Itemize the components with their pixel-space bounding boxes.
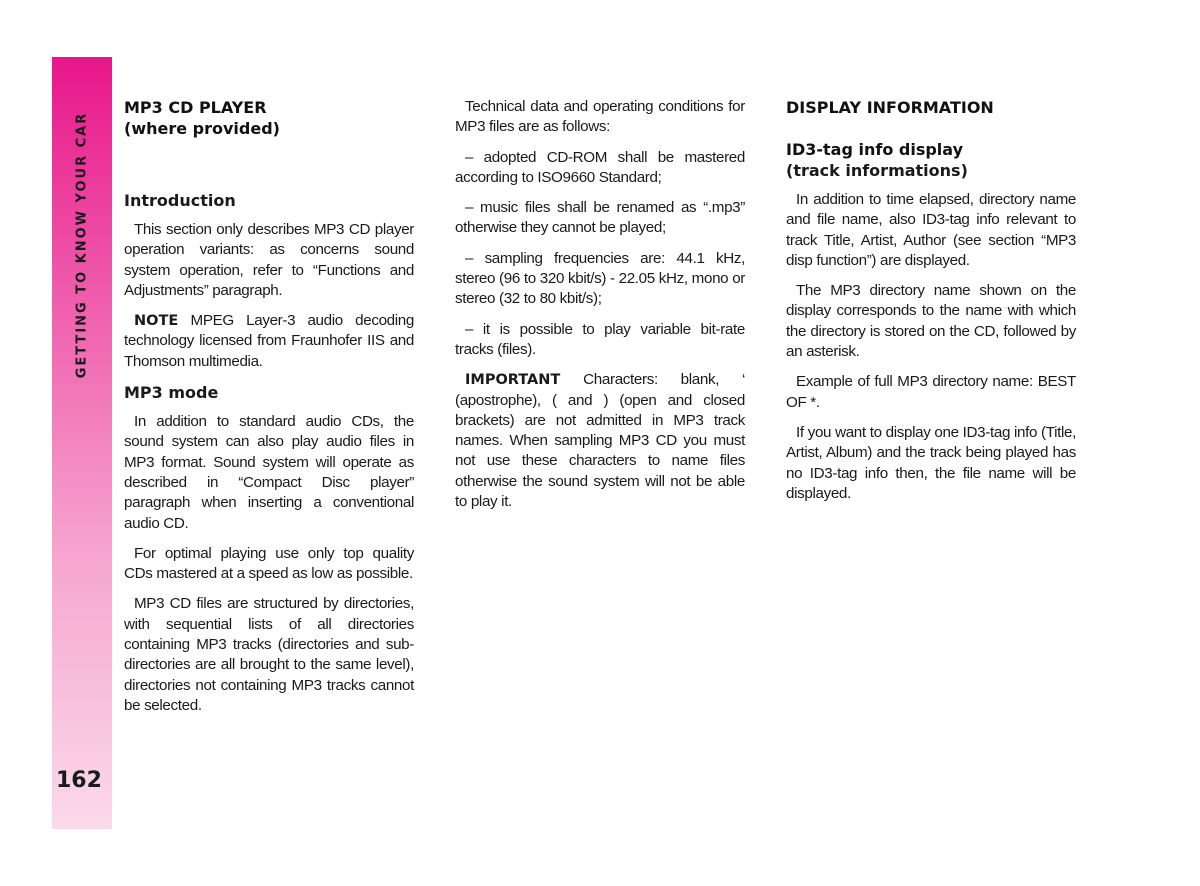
technical-intro-paragraph: Technical data and operating conditions for MP3 files are as follows: xyxy=(455,98,745,136)
mp3-mode-paragraph-1: In addition to standard audio CDs, the sound system can also play audio files in MP3 format. Sound system will operate as described in “Compact Disc player” paragraph when inserting a conventional audio CD. xyxy=(124,413,414,532)
column-left xyxy=(124,97,414,726)
introduction-heading: Introduction xyxy=(124,191,236,210)
mp3-mode-paragraph-3: MP3 CD files are structured by directories, with sequential lists of all directories containing MP3 tracks (directories and sub-directories are all brought to the same level), directories not containing MP3 tracks cannot be selected. xyxy=(124,595,414,714)
id3-heading: ID3-tag info display xyxy=(786,140,964,159)
mp3-mode-paragraph-2: For optimal playing use only top quality CDs mastered at a speed as low as possible. xyxy=(124,544,414,583)
id3-subheading: (track informations) xyxy=(786,161,968,180)
section-label: GETTING TO KNOW YOUR CAR xyxy=(74,111,90,379)
technical-item-rename: – music files shall be renamed as “.mp3” otherwise they cannot be played; xyxy=(455,199,745,237)
technical-item-cdrom: – adopted CD-ROM shall be mastered according to ISO9660 Standard; xyxy=(455,148,745,186)
display-information-title: DISPLAY INFORMATION xyxy=(786,98,994,117)
section-subtitle: (where provided) xyxy=(124,119,280,138)
section-title: MP3 CD PLAYER xyxy=(124,98,267,117)
id3-paragraph-1: In addition to time elapsed, directory name and file name, also ID3-tag info relevant to track Title, Artist, Author (see section “MP3 disp function”) are displayed. xyxy=(786,191,1076,269)
technical-item-bitrate: – it is possible to play variable bit-rate tracks (files). xyxy=(455,320,745,358)
important-paragraph xyxy=(455,370,745,512)
mp3-mode-heading: MP3 mode xyxy=(124,383,219,403)
column-middle xyxy=(455,97,745,522)
id3-paragraph-2: The MP3 directory name shown on the display corresponds to the name with which the directory is stored on the CD, followed by an asterisk. xyxy=(786,282,1076,361)
page-number: 162 xyxy=(56,768,102,793)
column-right xyxy=(786,97,1076,514)
note-text: MPEG Layer-3 audio decoding technology licensed from Fraunhofer IIS and Thomson multimedia. xyxy=(124,312,414,370)
introduction-paragraph: This section only describes MP3 CD player operation variants: as concerns sound system operation, refer to “Functions and Adjustments” paragraph. xyxy=(124,221,414,299)
id3-paragraph-4: If you want to display one ID3-tag info (Title, Artist, Album) and the track being played has no ID3-tag info then, the file name will be displayed. xyxy=(786,423,1076,502)
note-label: NOTE xyxy=(134,313,179,330)
important-label: IMPORTANT xyxy=(465,372,561,389)
note-paragraph xyxy=(124,311,414,372)
technical-item-sampling: – sampling frequencies are: 44.1 kHz, stereo (96 to 320 kbit/s) - 22.05 kHz, mono or stereo (32 to 80 kbit/s); xyxy=(455,249,745,308)
id3-paragraph-3: Example of full MP3 directory name: BEST OF *. xyxy=(786,373,1076,411)
important-text: Characters: blank, ‘ (apostrophe), ( and ) (open and closed brackets) are not admitted in MP3 track names. When sampling MP3 CD you must not use these characters to name files otherwise the sound system will not be able to play it. xyxy=(455,371,745,511)
